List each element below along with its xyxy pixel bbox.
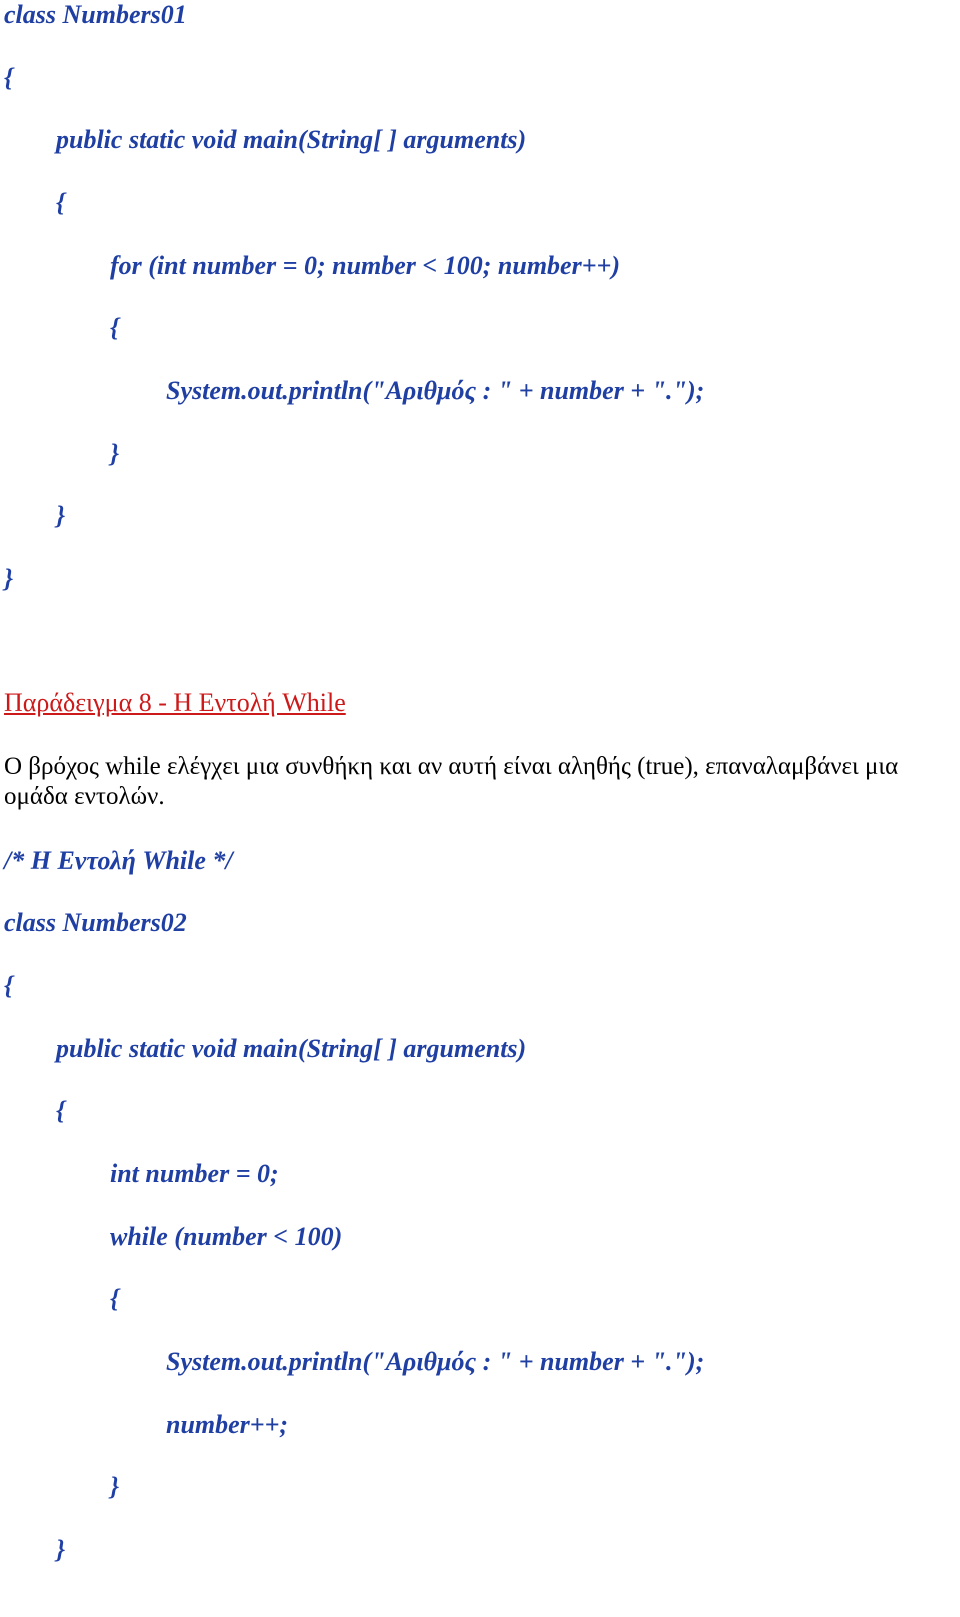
code-line: number++; <box>166 1410 289 1439</box>
code-line: class Numbers01 <box>4 0 187 29</box>
code-line: class Numbers02 <box>4 908 187 937</box>
code-line: } <box>110 1472 120 1501</box>
code-line: { <box>4 971 14 1000</box>
code-line: } <box>56 1535 66 1564</box>
code-line: } <box>110 439 120 468</box>
code-line: public static void main(String[ ] arguments) <box>56 1034 527 1063</box>
code-line: { <box>56 1096 66 1125</box>
code-line: { <box>4 63 14 92</box>
code-line: System.out.println("Αριθμός : " + number + "."); <box>166 1347 705 1376</box>
code-line: { <box>110 313 120 342</box>
code-line: } <box>4 564 14 593</box>
code-line: { <box>56 188 66 217</box>
code-line: public static void main(String[ ] arguments) <box>56 125 527 154</box>
code-comment: /* Η Εντολή While */ <box>4 846 233 875</box>
section-heading-link[interactable]: Παράδειγμα 8 - Η Εντολή While <box>4 688 346 717</box>
code-line: System.out.println("Αριθμός : " + number + "."); <box>166 376 705 405</box>
code-line: while (number < 100) <box>110 1222 343 1251</box>
code-line: } <box>56 501 66 530</box>
code-line: int number = 0; <box>110 1159 279 1188</box>
code-line: { <box>110 1284 120 1313</box>
code-line: for (int number = 0; number < 100; number++) <box>110 251 620 280</box>
section-description: Ο βρόχος while ελέγχει μια συνθήκη και αν αυτή είναι αληθής (true), επαναλαμβάνει μια ομάδα εντολών. <box>4 753 899 810</box>
